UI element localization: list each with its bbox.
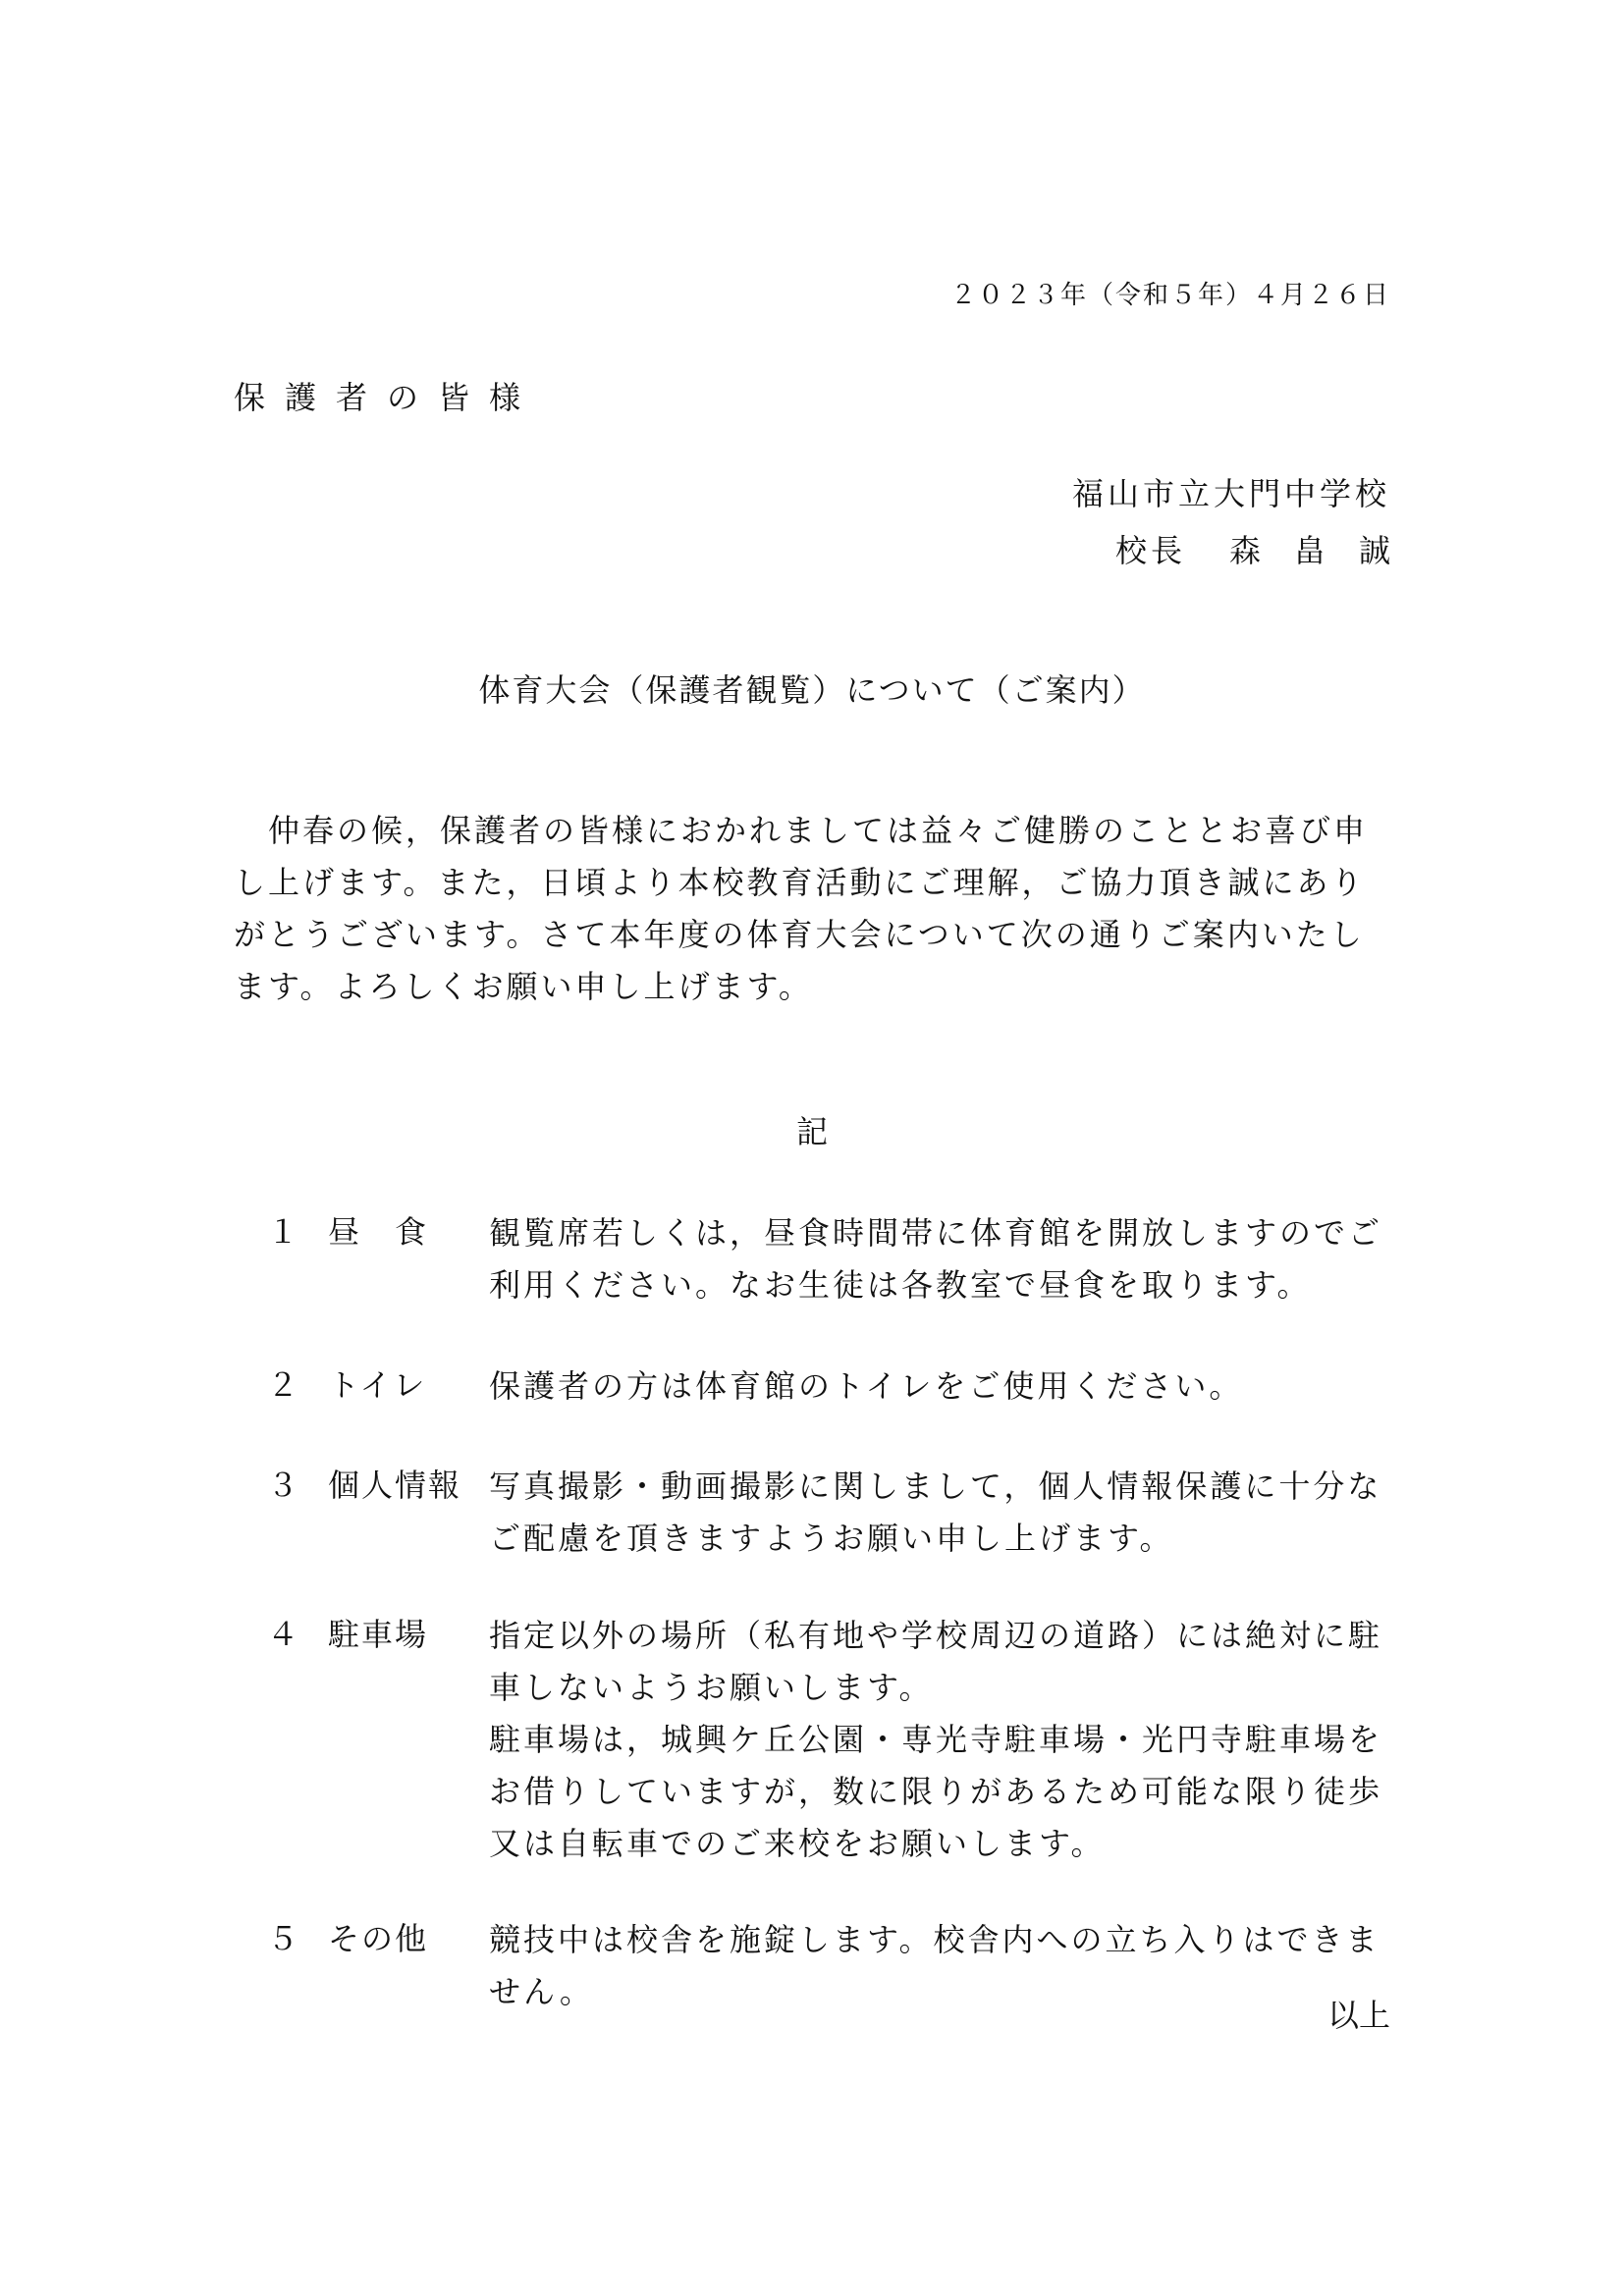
item-description bbox=[489, 1914, 1396, 2018]
item-number: ２ bbox=[267, 1366, 299, 1404]
body-text: 仲春の候，保護者の皆様におかれましては益々ご健勝のこととお喜び申し上げます。また，日頃より本校教育活動にご理解，ご協力頂き誠にありがとうございます。さて本年度の体育大会について次の通りご案内いたします。よろしくお願い申し上げます。 bbox=[234, 812, 1369, 1005]
sender-title: 校長 bbox=[1114, 532, 1186, 569]
item-label: トイレ bbox=[328, 1366, 427, 1404]
sender-name: 森畠誠 bbox=[1228, 532, 1424, 569]
item-label: その他 bbox=[328, 1920, 429, 1957]
closing-mark: 以上 bbox=[1326, 1997, 1390, 2034]
document-date: ２０２３年（令和５年）４月２６日 bbox=[949, 281, 1390, 310]
item-number: ５ bbox=[267, 1920, 299, 1957]
item-description bbox=[489, 1461, 1396, 1565]
item-number: ３ bbox=[267, 1467, 299, 1504]
document-title: 体育大会（保護者観覧）について（ご案内） bbox=[478, 671, 1146, 709]
item-number: ４ bbox=[267, 1616, 299, 1653]
item-label: 昼 食 bbox=[328, 1213, 429, 1251]
item-description-text: 駐車場は，城興ケ丘公園・専光寺駐車場・光円寺駐車場をお借りしていますが，数に限りがあるため可能な限り徒歩又は自転車でのご来校をお願いします。 bbox=[489, 1721, 1383, 1862]
item-description-text: 保護者の方は体育館のトイレをご使用ください。 bbox=[489, 1367, 1244, 1405]
sender-school: 福山市立大門中学校 bbox=[1071, 475, 1390, 512]
addressee: 保護者の皆様 bbox=[234, 379, 541, 416]
sender-principal bbox=[1114, 526, 1424, 571]
item-description-text: 指定以外の場所（私有地や学校周辺の道路）には絶対に駐車しないようお願いします。 bbox=[489, 1617, 1383, 1706]
item-description-text: 競技中は校舎を施錠します。校舎内への立ち入りはできません。 bbox=[489, 1921, 1380, 2010]
ki-heading: 記 bbox=[795, 1113, 828, 1150]
item-description bbox=[489, 1207, 1396, 1311]
item-description-text: 写真撮影・動画撮影に関しまして，個人情報保護に十分なご配慮を頂きますようお願い申し上げます。 bbox=[489, 1468, 1382, 1557]
body-paragraph bbox=[234, 805, 1392, 1013]
item-description-text: 観覧席若しくは，昼食時間帯に体育館を開放しますのでご利用ください。なお生徒は各教室で昼食を取ります。 bbox=[489, 1214, 1383, 1304]
item-label: 駐車場 bbox=[328, 1616, 429, 1653]
item-description bbox=[489, 1610, 1396, 1870]
item-description bbox=[489, 1361, 1396, 1413]
item-label: 個人情報 bbox=[328, 1467, 462, 1504]
item-number: １ bbox=[267, 1213, 299, 1251]
